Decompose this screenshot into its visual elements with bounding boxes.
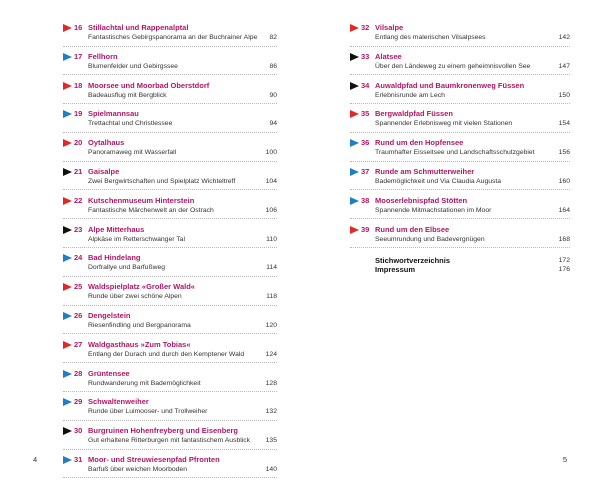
entry-number: 19 xyxy=(74,109,83,119)
toc-entry[interactable] xyxy=(63,137,277,166)
entry-title: Bergwaldpfad Füssen xyxy=(375,109,453,119)
toc-entry[interactable] xyxy=(63,425,277,454)
entry-divider xyxy=(63,391,277,392)
blue-flag-icon xyxy=(63,456,72,464)
entry-title: Fellhorn xyxy=(88,51,118,61)
entry-page-number: 142 xyxy=(558,34,570,41)
blue-flag-icon xyxy=(350,197,359,205)
entry-page-number: 147 xyxy=(558,62,570,70)
entry-page-number: 154 xyxy=(558,120,570,128)
entry-title: Dengelstein xyxy=(88,310,131,320)
entry-number: 37 xyxy=(361,166,370,176)
entry-page-number: 114 xyxy=(266,264,277,272)
page-number-left: 4 xyxy=(33,455,38,464)
entry-number: 38 xyxy=(361,195,370,205)
toc-extra-entry[interactable] xyxy=(350,256,570,265)
toc-entry[interactable] xyxy=(63,224,277,253)
entry-title: Moor- und Streuwiesenpfad Pfronten xyxy=(88,454,220,464)
red-flag-icon xyxy=(63,197,72,205)
entry-page-number: 132 xyxy=(265,408,277,416)
entry-title: Spielmannsau xyxy=(88,109,139,119)
entry-number: 24 xyxy=(74,253,83,263)
entry-page-number: 82 xyxy=(269,34,277,41)
entry-title: Vilsalpe xyxy=(375,23,404,32)
entry-divider xyxy=(63,132,277,133)
entry-subtitle: Barfuß über weichen Moorboden xyxy=(88,465,187,473)
entry-page-number: 156 xyxy=(558,149,570,157)
toc-entry[interactable] xyxy=(350,108,570,137)
toc-entry[interactable] xyxy=(350,137,570,166)
entry-number: 18 xyxy=(74,80,83,90)
toc-right-column xyxy=(350,22,570,274)
entry-page-number: 118 xyxy=(266,293,277,301)
entry-number: 33 xyxy=(361,51,370,61)
entry-title: Schwaltenweiher xyxy=(88,397,149,407)
entry-subtitle: Entlang der Durach und durch den Kemptener Wald xyxy=(88,350,245,358)
entry-number: 17 xyxy=(74,51,83,61)
toc-entry[interactable] xyxy=(63,310,277,339)
entry-page-number: 90 xyxy=(269,91,277,99)
entry-divider xyxy=(63,189,277,190)
entry-subtitle: Dorfrallye und Barfußweg xyxy=(88,264,166,272)
entry-number: 20 xyxy=(74,138,83,148)
toc-entry[interactable] xyxy=(350,224,570,253)
entry-number: 16 xyxy=(74,23,83,32)
entry-divider xyxy=(63,218,277,219)
entry-page-number: 128 xyxy=(265,379,277,387)
entry-divider xyxy=(350,74,570,75)
entry-title: Waldgasthaus »Zum Tobias« xyxy=(88,339,191,349)
toc-entry[interactable] xyxy=(63,396,277,425)
entry-page-number: 86 xyxy=(269,62,277,70)
blue-flag-icon xyxy=(350,168,359,176)
toc-entry[interactable] xyxy=(350,51,570,80)
entry-subtitle: Traumhafter Eisseitsee und Landschaftsschutzgebiet xyxy=(375,149,535,157)
red-flag-icon xyxy=(63,24,72,32)
entry-title: Stillachtal und Rappenalptal xyxy=(88,23,189,32)
blue-flag-icon xyxy=(63,110,72,118)
entry-title: Waldspielplatz «Großer Wald« xyxy=(88,282,195,292)
toc-left-column xyxy=(63,22,277,483)
blue-flag-icon xyxy=(63,53,72,61)
blue-flag-icon xyxy=(63,312,72,320)
entry-subtitle: Alpkäse im Retterschwanger Tal xyxy=(88,235,185,243)
entry-subtitle: Über den Ländeweg zu einem geheimnisvollen See xyxy=(375,62,531,70)
entry-page-number: 110 xyxy=(266,235,277,243)
entry-divider xyxy=(63,449,277,450)
entry-page-number: 94 xyxy=(269,120,277,128)
entry-number: 31 xyxy=(74,454,83,464)
entry-divider xyxy=(350,46,570,47)
toc-entry[interactable] xyxy=(63,51,277,80)
entry-page-number: 124 xyxy=(265,350,277,358)
entry-title: Rund um den Elbsee xyxy=(375,224,450,234)
entry-subtitle: Blumenfelder und Gebirgssee xyxy=(88,62,178,70)
entry-title: Runde am Schmutterweiher xyxy=(375,166,475,176)
entry-subtitle: Zwei Bergwirtschaften und Spielplatz Wichteltreff xyxy=(88,177,236,185)
entry-subtitle: Fantastisches Gebirgspanorama an der Buchrainer Alpe xyxy=(88,34,258,41)
toc-entry[interactable] xyxy=(350,22,570,51)
entry-subtitle: Spannende Mitmachstationen im Moor xyxy=(375,206,492,214)
entry-divider xyxy=(63,333,277,334)
entry-number: 23 xyxy=(74,224,83,234)
entry-divider xyxy=(63,103,277,104)
red-flag-icon xyxy=(63,341,72,349)
blue-flag-icon xyxy=(63,370,72,378)
entry-page-number: 104 xyxy=(265,177,277,185)
entry-subtitle: Panoramaweg mit Wasserfall xyxy=(88,149,177,157)
entry-title: Rund um den Hopfensee xyxy=(375,138,464,148)
entry-divider xyxy=(63,46,277,47)
blue-flag-icon xyxy=(63,398,72,406)
entry-page-number: 150 xyxy=(558,91,570,99)
toc-entry[interactable] xyxy=(350,166,570,195)
entry-divider xyxy=(350,247,570,248)
entry-divider xyxy=(63,420,277,421)
toc-entry[interactable] xyxy=(63,454,277,483)
entry-number: 39 xyxy=(361,224,370,234)
extra-label: Stichwortverzeichnis xyxy=(375,256,451,266)
entry-title: Alpe Mitterhaus xyxy=(88,224,145,234)
entry-number: 29 xyxy=(74,397,83,407)
entry-page-number: 100 xyxy=(265,149,277,157)
entry-page-number: 160 xyxy=(558,177,570,185)
entry-page-number: 120 xyxy=(265,321,277,329)
entry-subtitle: Runde über zwei schöne Alpen xyxy=(88,293,182,301)
blue-flag-icon xyxy=(63,254,72,262)
black-flag-icon xyxy=(63,226,72,234)
toc-entry[interactable] xyxy=(63,108,277,137)
red-flag-icon xyxy=(63,82,72,90)
entry-page-number: 106 xyxy=(265,206,277,214)
entry-subtitle: Riesenfindling und Bergpanorama xyxy=(88,321,191,329)
entry-subtitle: Bademöglichkeit und Via Claudia Augusta xyxy=(375,177,502,185)
toc-entry[interactable] xyxy=(63,281,277,310)
entry-number: 35 xyxy=(361,109,370,119)
black-flag-icon xyxy=(63,168,72,176)
entry-title: Bad Hindelang xyxy=(88,253,141,263)
entry-number: 34 xyxy=(361,80,370,90)
entry-title: Burgruinen Hohenfreyberg und Eisenberg xyxy=(88,426,239,436)
entry-subtitle: Fantastische Märchenwelt an der Ostrach xyxy=(88,206,214,214)
entry-divider xyxy=(63,305,277,306)
toc-entry[interactable] xyxy=(63,252,277,281)
red-flag-icon xyxy=(350,110,359,118)
black-flag-icon xyxy=(63,427,72,435)
entry-title: Mooserlebnispfad Stötten xyxy=(375,195,468,205)
entry-page-number: 140 xyxy=(265,465,277,473)
entry-divider xyxy=(63,74,277,75)
black-flag-icon xyxy=(350,53,359,61)
toc-extra-entry[interactable] xyxy=(350,265,570,274)
entry-title: Kutschenmuseum Hinterstein xyxy=(88,195,195,205)
entry-divider xyxy=(63,362,277,363)
entry-subtitle: Trettachtal und Christlessee xyxy=(88,120,173,128)
entry-divider xyxy=(350,103,570,104)
entry-divider xyxy=(350,161,570,162)
extra-page-number: 172 xyxy=(558,257,570,265)
red-flag-icon xyxy=(63,283,72,291)
entry-subtitle: Rundwanderung mit Bademöglichkeit xyxy=(88,379,201,387)
entry-number: 27 xyxy=(74,339,83,349)
entry-title: Alatsee xyxy=(375,51,402,61)
entry-subtitle: Badeausflug mit Bergblick xyxy=(88,91,167,99)
entry-subtitle: Entlang des malerischen Vilsalpsees xyxy=(375,34,486,41)
entry-number: 32 xyxy=(361,23,370,32)
entry-title: Oytalhaus xyxy=(88,138,125,148)
entry-subtitle: Gut erhaltene Ritterburgen mit fantastischem Ausblick xyxy=(88,437,251,445)
entry-number: 28 xyxy=(74,368,83,378)
entry-number: 30 xyxy=(74,426,83,436)
toc-entry[interactable] xyxy=(63,22,277,51)
entry-number: 25 xyxy=(74,282,83,292)
entry-page-number: 135 xyxy=(265,437,277,445)
entry-title: Grüntensee xyxy=(88,368,130,378)
red-flag-icon xyxy=(63,139,72,147)
extra-label: Impressum xyxy=(375,265,416,275)
entry-number: 22 xyxy=(74,195,83,205)
toc-entry[interactable] xyxy=(63,80,277,109)
entry-title: Auwaldpfad und Baumkronenweg Füssen xyxy=(375,80,525,90)
entry-divider xyxy=(350,132,570,133)
entry-number: 36 xyxy=(361,138,370,148)
entry-subtitle: Spannender Erlebnisweg mit vielen Stationen xyxy=(375,120,513,128)
blue-flag-icon xyxy=(350,139,359,147)
entry-divider xyxy=(63,477,277,478)
red-flag-icon xyxy=(350,24,359,32)
entry-divider xyxy=(350,189,570,190)
toc-entry[interactable] xyxy=(63,368,277,397)
page-number-right: 5 xyxy=(562,455,567,464)
entry-number: 26 xyxy=(74,310,83,320)
entry-title: Moorsee und Moorbad Oberstdorf xyxy=(88,80,210,90)
entry-divider xyxy=(63,247,277,248)
entry-page-number: 164 xyxy=(558,206,570,214)
entry-divider xyxy=(63,161,277,162)
red-flag-icon xyxy=(350,226,359,234)
entry-subtitle: Seeumrundung und Badevergnügen xyxy=(375,235,485,243)
entry-subtitle: Runde über Luimooser- und Trollweiher xyxy=(88,408,208,416)
entry-page-number: 168 xyxy=(558,235,570,243)
entry-subtitle: Erlebnisrunde am Lech xyxy=(375,91,445,99)
toc-entry[interactable] xyxy=(350,195,570,224)
entry-divider xyxy=(350,218,570,219)
toc-entry[interactable] xyxy=(350,80,570,109)
black-flag-icon xyxy=(350,82,359,90)
entry-title: Gaisalpe xyxy=(88,166,120,176)
entry-number: 21 xyxy=(74,166,83,176)
toc-entry[interactable] xyxy=(63,195,277,224)
extra-page-number: 176 xyxy=(558,266,570,274)
toc-entry[interactable] xyxy=(63,339,277,368)
entry-divider xyxy=(63,276,277,277)
toc-entry[interactable] xyxy=(63,166,277,195)
